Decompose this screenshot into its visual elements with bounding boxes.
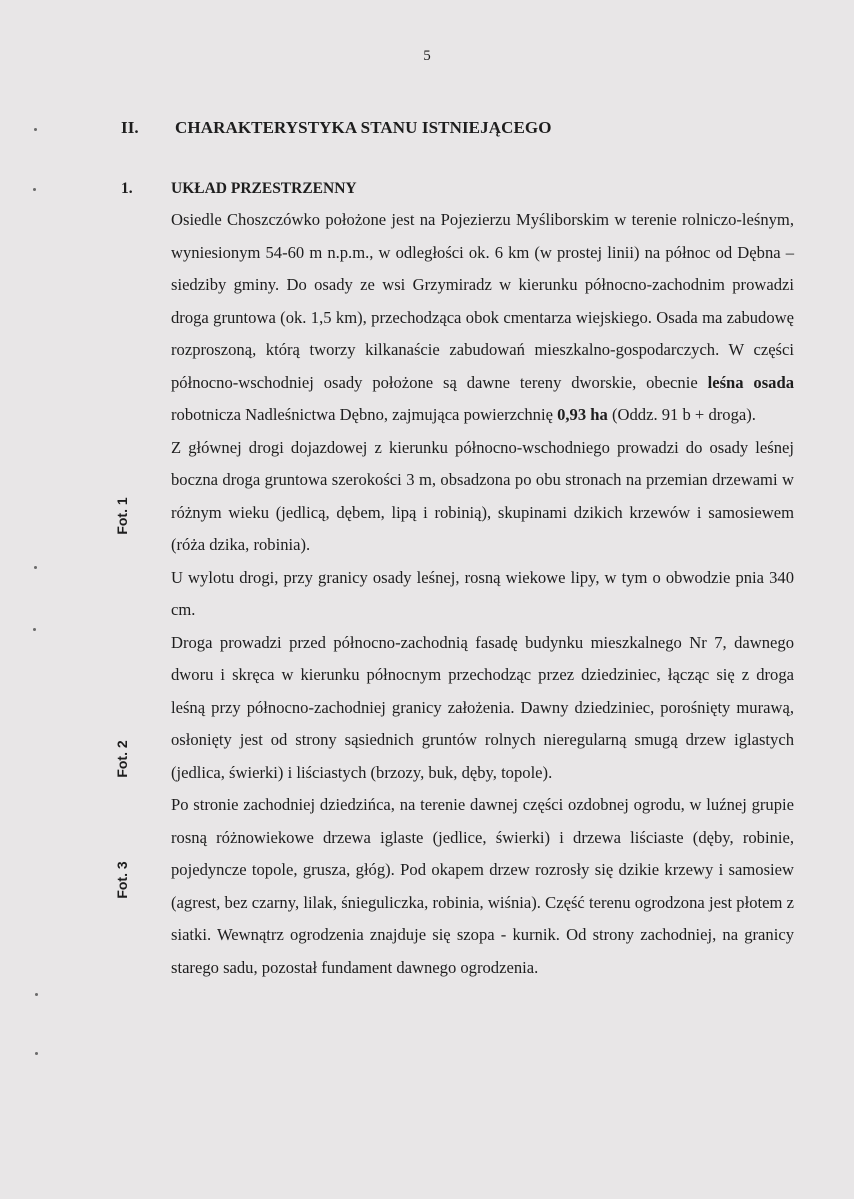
scan-speck [34, 566, 37, 569]
subsection-title: UKŁAD PRZESTRZENNY [171, 180, 357, 197]
page-number: 5 [423, 48, 431, 64]
body-text [171, 204, 794, 984]
scan-speck [35, 993, 38, 996]
photo-label-2: Fot. 2 [114, 740, 130, 778]
paragraph-2: Z głównej drogi dojazdowej z kierunku północno-wschodniego prowadzi do osady leśnej boczna droga gruntowa szerokości 3 m, obsadzona po obu stronach na przemian drzewami w różnym wieku (jedlicą, dębem, lipą i robinią), skupinami dzikich krzewów i samosiewem (róża dzika, robinia). [171, 437, 794, 554]
paragraph-3: U wylotu drogi, przy granicy osady leśnej, rosną wiekowe lipy, w tym o obwodzie pnia 340 cm. [171, 567, 794, 619]
section-heading [121, 118, 552, 138]
subsection-heading [121, 180, 357, 198]
paragraph-1: Osiedle Choszczówko położone jest na Pojezierzu Myśliborskim w terenie rolniczo-leśnym, wyniesionym 54-60 m n.p.m., w odległości ok. 6 km (w prostej linii) na północ od Dębna – siedziby gminy. Do osady ze wsi Grzymiradz w kierunku północno-zachodnim prowadzi droga gruntowa (ok. 1,5 km), przechodząca obok cmentarza wiejskiego. Osada ma zabudowę rozproszoną, którą tworzy kilkanaście zabudowań mieszkalno-gospodarczych. W części północno-wschodniej osady położone są dawne tereny dworskie, obecnie leśna osada robotnicza Nadleśnictwa Dębno, zajmująca powierzchnię 0,93 ha (Oddz. 91 b + droga). [171, 210, 795, 424]
photo-label-3: Fot. 3 [114, 861, 130, 899]
paragraph-4: Droga prowadzi przed północno-zachodnią fasadę budynku mieszkalnego Nr 7, dawnego dworu i skręca w kierunku północnym przechodząc przez dziedziniec, łącząc się z droga leśną przy północno-zachodniej granicy założenia. Dawny dziedziniec, porośnięty murawą, osłonięty jest od strony sąsiednich gruntów rolnych nieregularną smugą drzew iglastych (jedlica, świerki) i liściastych (brzozy, buk, dęby, topole). [171, 632, 794, 782]
bold-area: 0,93 ha [557, 405, 608, 424]
scan-speck [35, 1052, 38, 1055]
bold-forest-settlement: leśna osada [707, 372, 795, 392]
section-title: CHARAKTERYSTYKA STANU ISTNIEJĄCEGO [175, 118, 552, 137]
paragraph-5: Po stronie zachodniej dziedzińca, na terenie dawnej części ozdobnej ogrodu, w luźnej grupie rosną różnowiekowe drzewa iglaste (jedlice, świerki) i drzewa liściaste (dęby, robinie, pojedyncze topole, grusza, głóg). Pod okapem drzew rozrosły się dzikie krzewy i samosiew (agrest, bez czarny, lilak, śnieguliczka, robinia, wiśnia). Część terenu ogrodzona jest płotem z siatki. Wewnątrz ogrodzenia znajduje się szopa - kurnik. Od strony zachodniej, na granicy starego sadu, pozostał fundament dawnego ogrodzenia. [171, 795, 794, 977]
scan-speck [33, 188, 36, 191]
section-number: II. [121, 118, 139, 137]
subsection-number: 1. [121, 180, 133, 197]
photo-label-1: Fot. 1 [114, 497, 130, 535]
scan-speck [34, 128, 37, 131]
scan-speck [33, 628, 36, 631]
